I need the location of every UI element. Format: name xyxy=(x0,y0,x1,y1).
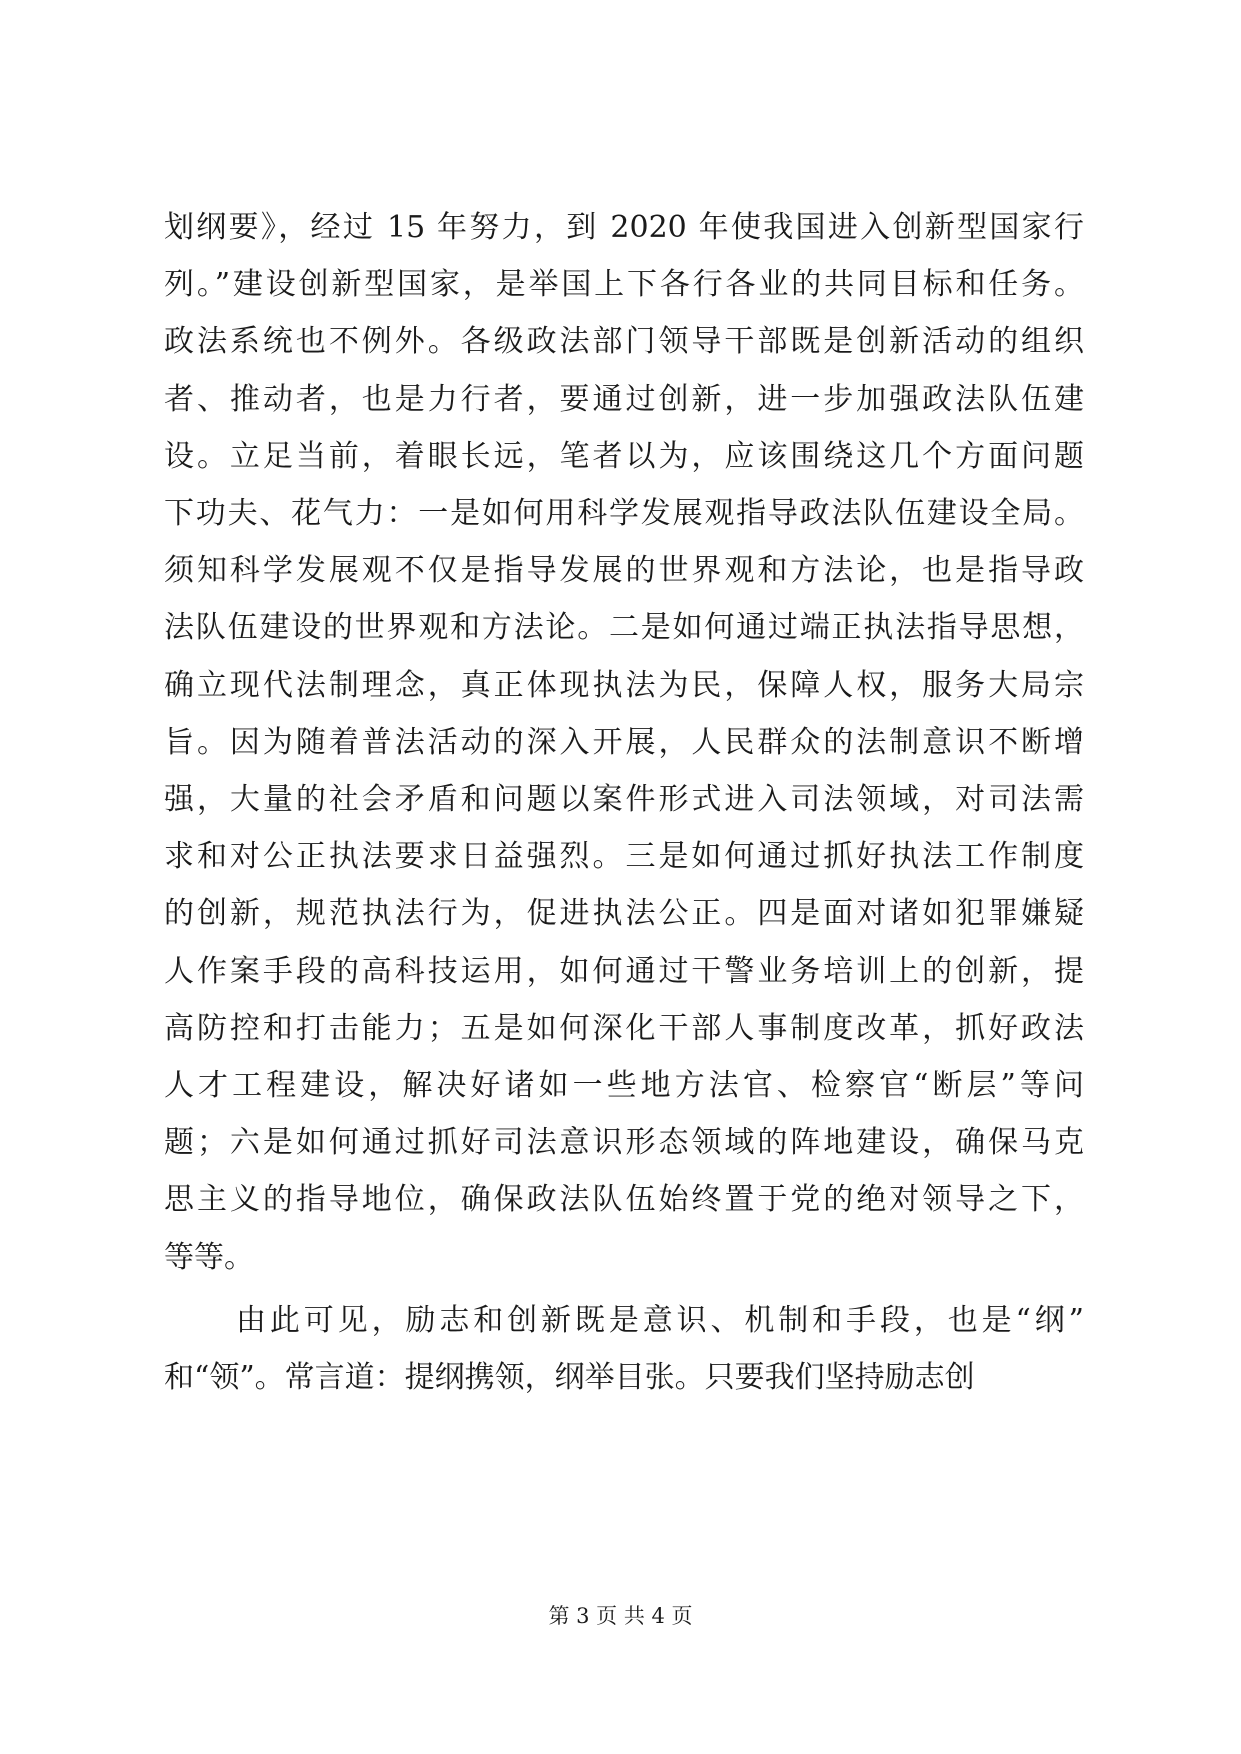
text-line: 由此可见，励志和创新既是意识、机制和手段，也是“纲” xyxy=(236,1303,1084,1338)
text-line: 旨。因为随着普法活动的深入开展，人民群众的法制意识不断增 xyxy=(164,725,1084,760)
text-line: 和“领”。常言道：提纲携领，纲举目张。只要我们坚持励志创 xyxy=(164,1360,975,1395)
text-line: 确立现代法制理念，真正体现执法为民，保障人权，服务大局宗 xyxy=(164,668,1084,703)
text-line: 划纲要》，经过 15 年努力，到 2020 年使我国进入创新型国家行 xyxy=(164,210,1084,245)
text-line: 题；六是如何通过抓好司法意识形态领域的阵地建设，确保马克 xyxy=(164,1125,1084,1160)
text-line: 人才工程建设，解决好诸如一些地方法官、检察官“断层”等问 xyxy=(164,1068,1084,1103)
page-footer: 第 3 页 共 4 页 xyxy=(548,1604,693,1628)
text-line: 高防控和打击能力；五是如何深化干部人事制度改革，抓好政法 xyxy=(164,1011,1084,1046)
text-line: 须知科学发展观不仅是指导发展的世界观和方法论，也是指导政 xyxy=(164,553,1084,588)
text-line: 法队伍建设的世界观和方法论。二是如何通过端正执法指导思想， xyxy=(164,610,1084,645)
text-line: 者、推动者，也是力行者，要通过创新，进一步加强政法队伍建 xyxy=(164,382,1084,417)
text-line: 思主义的指导地位，确保政法队伍始终置于党的绝对领导之下， xyxy=(164,1182,1084,1217)
text-line: 求和对公正执法要求日益强烈。三是如何通过抓好执法工作制度 xyxy=(164,839,1084,874)
text-line: 政法系统也不例外。各级政法部门领导干部既是创新活动的组织 xyxy=(164,324,1084,359)
text-line: 人作案手段的高科技运用，如何通过干警业务培训上的创新，提 xyxy=(164,954,1084,989)
text-line: 下功夫、花气力：一是如何用科学发展观指导政法队伍建设全局。 xyxy=(164,496,1084,531)
text-line: 列。”建设创新型国家，是举国上下各行各业的共同目标和任务。 xyxy=(164,267,1084,302)
text-line: 等等。 xyxy=(164,1240,254,1275)
text-line: 设。立足当前，着眼长远，笔者以为，应该围绕这几个方面问题 xyxy=(164,439,1084,474)
text-line: 的创新，规范执法行为，促进执法公正。四是面对诸如犯罪嫌疑 xyxy=(164,896,1084,931)
text-line: 强，大量的社会矛盾和问题以案件形式进入司法领域，对司法需 xyxy=(164,782,1084,817)
